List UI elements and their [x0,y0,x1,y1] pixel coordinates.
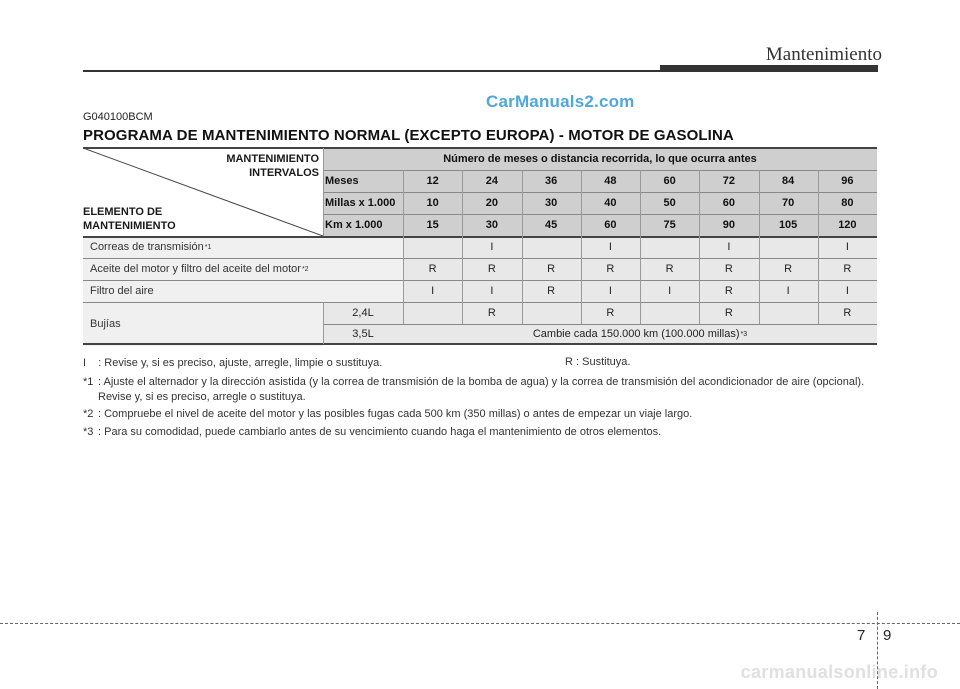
note-3-text: : Para su comodidad, puede cambiarlo antes de su vencimiento cuando haga el mantenimiento de otros elementos. [98,426,662,438]
interval-value: 15 [403,214,462,236]
spark-value: R [462,302,521,324]
spark-sub-label: 3,5L [323,324,403,344]
item-value: R [818,258,877,280]
item-value: R [699,280,758,302]
item-value [759,236,818,258]
row-divider [323,214,877,215]
legend-r [565,356,630,368]
footer-dashed-rule [0,623,960,624]
item-value: I [581,236,640,258]
note-2-mark: *2 [83,408,94,420]
spark-value: R [699,302,758,324]
interval-span-header: Número de meses o distancia recorrida, lo que ocurra antes [323,148,877,170]
item-value: I [581,280,640,302]
interval-value: 24 [462,170,521,192]
interval-value: 84 [759,170,818,192]
note-1 [83,375,878,405]
col-divider [522,170,523,324]
item-value: R [699,258,758,280]
header-bottom-border [83,236,877,238]
interval-value: 12 [403,170,462,192]
note-1-mark: *1 [83,376,94,388]
footnote-mark: *2 [301,265,309,273]
interval-value: 20 [462,192,521,214]
header-rule-thin [83,70,663,72]
interval-value: 36 [522,170,581,192]
item-value [522,236,581,258]
interval-value: 80 [818,192,877,214]
interval-value: 90 [699,214,758,236]
row-divider [323,192,877,193]
spark-value: R [581,302,640,324]
legend-r-text: : Sustituya. [576,356,631,368]
row-divider [83,258,877,259]
item-value: R [403,258,462,280]
corner-top-line2: INTERVALOS [249,167,319,179]
interval-value: 60 [581,214,640,236]
item-value: R [462,258,521,280]
item-value: R [522,258,581,280]
interval-value: 30 [462,214,521,236]
legend-r-code: R [565,356,573,368]
interval-value: 72 [699,170,758,192]
item-value [403,236,462,258]
item-value: I [818,236,877,258]
col-divider [323,302,324,344]
maintenance-table [83,148,877,344]
item-value: I [818,280,877,302]
interval-value: 75 [640,214,699,236]
item-value: I [462,236,521,258]
item-label: Filtro del aire [83,280,403,302]
interval-value: 60 [699,192,758,214]
corner-top-line1: MANTENIMIENTO [226,153,319,165]
footnote-mark: *1 [204,243,212,251]
interval-value: 48 [581,170,640,192]
note-2 [83,407,878,422]
row-divider [323,170,877,171]
interval-value: 45 [522,214,581,236]
item-value: I [759,280,818,302]
corner-top-label [226,152,319,180]
table-top-border [83,147,877,149]
spark-value: R [818,302,877,324]
item-value: I [640,280,699,302]
item-label: Aceite del motor y filtro del aceite del motor *2 [83,258,403,280]
interval-value: 50 [640,192,699,214]
item-value: I [403,280,462,302]
spark-label: Bujías [83,302,323,346]
interval-value: 96 [818,170,877,192]
watermark-bottom: carmanualsonline.info [740,662,938,682]
spark-value [640,302,699,324]
spark-value [759,302,818,324]
corner-bottom-line1: ELEMENTO DE [83,206,163,218]
legend-i-code: I [83,357,87,369]
doc-code: G040100BCM [83,111,153,123]
interval-value: 105 [759,214,818,236]
footnote-mark: *3 [740,330,748,338]
chapter-number: 7 [857,627,866,644]
doc-title: PROGRAMA DE MANTENIMIENTO NORMAL (EXCEPTO EUROPA) - MOTOR DE GASOLINA [83,127,734,144]
header-rule-thick [660,65,878,72]
item-value: I [699,236,758,258]
interval-value: 10 [403,192,462,214]
table-bottom-border [83,343,877,345]
col-divider [581,170,582,324]
item-value: R [522,280,581,302]
item-value: R [640,258,699,280]
row-divider [83,280,877,281]
row-divider [323,324,877,325]
row-divider [83,302,877,303]
item-value [640,236,699,258]
note-3 [83,425,878,440]
interval-row-label: Meses [323,170,403,192]
col-divider [462,170,463,324]
item-value: I [462,280,521,302]
item-value: R [581,258,640,280]
legend-i [83,356,382,371]
interval-value: 60 [640,170,699,192]
interval-value: 120 [818,214,877,236]
note-3-mark: *3 [83,426,94,438]
item-value: R [759,258,818,280]
interval-row-label: Km x 1.000 [323,214,403,236]
watermark-top: CarManuals2.com [486,92,635,111]
corner-bottom-label [83,205,176,233]
col-divider [403,170,404,324]
spark-value [522,302,581,324]
legend-i-text: : Revise y, si es preciso, ajuste, arregle, limpie o sustituya. [98,357,383,369]
corner-bottom-line2: MANTENIMIENTO [83,220,176,232]
col-divider [640,170,641,324]
note-2-text: : Compruebe el nivel de aceite del motor y las posibles fugas cada 500 km (350 millas) o antes de empezar un viaje largo. [98,408,693,420]
page-number: 9 [883,627,892,644]
item-label: Correas de transmisión *1 [83,236,403,258]
col-divider [759,170,760,324]
interval-value: 70 [759,192,818,214]
col-divider [323,148,324,236]
col-divider [818,170,819,324]
interval-row-label: Millas x 1.000 [323,192,403,214]
spark-value [403,302,462,324]
col-divider [699,170,700,324]
interval-value: 40 [581,192,640,214]
note-1-text: : Ajuste el alternador y la dirección asistida (y la correa de transmisión de la bomba de agua) y la correa de transmisión del acondicionador de aire (opcional). Revise y, si es preciso, arregle o sustituya. [98,376,865,403]
spark-span-text: Cambie cada 150.000 km (100.000 millas) *3 [403,324,877,344]
section-title: Mantenimiento [765,44,882,65]
spark-sub-label: 2,4L [323,302,403,324]
interval-value: 30 [522,192,581,214]
